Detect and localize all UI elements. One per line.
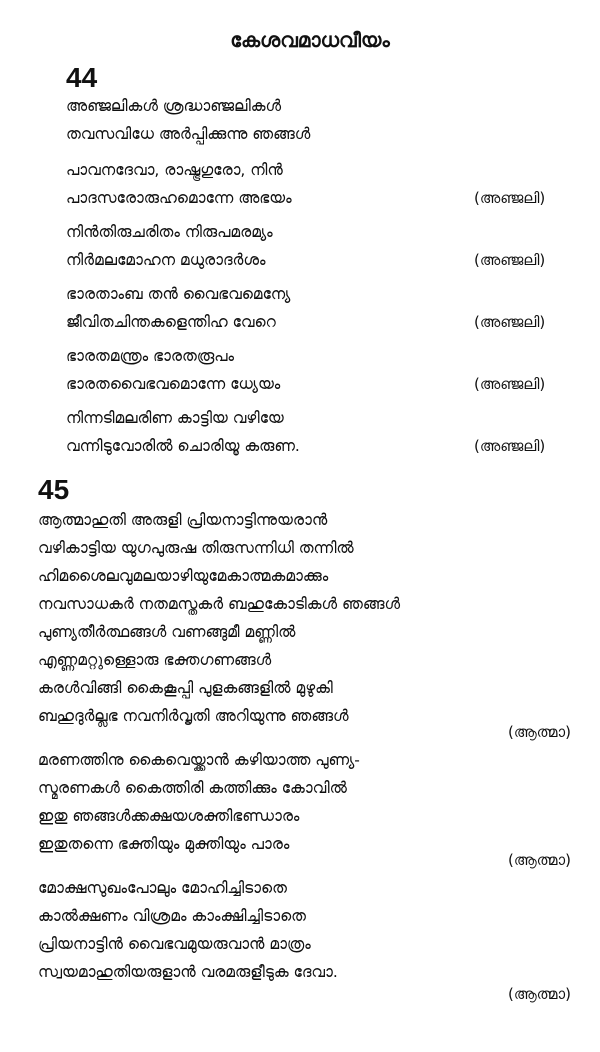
verse-line: അഞ്ജലികൾ ശ്രദ്ധാഞ്ജലികൾ [66, 97, 282, 115]
verse-line: വഴികാട്ടിയ യുഗപുരുഷ തിരുസന്നിധി തന്നിൽ [38, 539, 354, 557]
verse-line: നിൻതിരുചരിതം നിരുപമരമ്യം [66, 223, 273, 241]
verse-line: നിന്നടിമലരിണ കാട്ടിയ വഴിയേ [66, 409, 284, 427]
verse-line: ഇതുതന്നെ ഭക്തിയും മുക്തിയും പാരം [38, 835, 290, 853]
verse-line: ആത്മാഹുതി അരുളി പ്രിയനാട്ടിന്നുയരാൻ [38, 511, 328, 529]
verse-line: പാദസരോരുഹമൊന്നേ അഭയം [66, 189, 292, 207]
refrain-marker: (അഞ്ജലി) [474, 251, 546, 269]
refrain-marker: (അഞ്ജലി) [474, 375, 546, 393]
stanza [66, 280, 290, 336]
verse-line: ഭാരതമന്ത്രം ഭാരതരൂപം [66, 347, 235, 365]
verse-line: പ്രിയനാട്ടിൻ വൈഭവമുയരുവാൻ മാത്രം [38, 935, 311, 953]
song-number: 44 [66, 62, 98, 93]
refrain-marker: (അഞ്ജലി) [474, 189, 546, 207]
verse-line: നിർമലമോഹന മധുരാദർശം [66, 251, 266, 269]
verse-line: എണ്ണമറ്റുള്ളൊരു ഭക്തഗണങ്ങൾ [38, 651, 272, 669]
verse-line: സ്മരണകൾ കൈത്തിരി കത്തിക്കും കോവിൽ [38, 779, 347, 797]
verse-line: ഭാരതാംബ തൻ വൈഭവമെന്യേ [66, 285, 291, 303]
verse-line: കരൾവിങ്ങി കൈകൂപ്പി പുളകങ്ങളിൽ മുഴുകി [38, 679, 333, 697]
stanza [66, 342, 280, 398]
verse-line: വന്നിടുവോരിൽ ചൊരിയൂ കരുണ. [66, 437, 300, 455]
verse-line: ഭാരതവൈഭവമൊന്നേ ധ്യേയം [66, 375, 281, 393]
refrain-marker: (ആത്മാ) [508, 723, 571, 741]
page-title: കേശവമാധവീയം [230, 28, 390, 52]
stanza [38, 618, 349, 730]
stanza [66, 156, 292, 212]
verse-line: മരണത്തിനു കൈവെയ്ക്കാൻ കഴിയാത്ത പുണ്യ- [38, 751, 360, 769]
stanza [66, 218, 273, 274]
verse-line: ബഹുദുർല്ലഭ നവനിർവൃതി അറിയുന്നു ഞങ്ങൾ [38, 707, 349, 725]
stanza [66, 92, 310, 148]
verse-line: ഇതു ഞങ്ങൾക്കക്ഷയശക്തിഭണ്ഡാരം [38, 807, 300, 825]
verse-line: പാവനദേവാ, രാഷ്ട്രഗുരോ, നിൻ [66, 161, 283, 179]
song-number: 45 [38, 474, 70, 505]
verse-line: സ്വയമാഹുതിയരുളാൻ വരമരുളീടുക ദേവാ. [38, 963, 338, 981]
stanza [38, 874, 338, 986]
verse-line: പുണ്യതീർത്ഥങ്ങൾ വണങ്ങുമീ മണ്ണിൽ [38, 623, 296, 641]
refrain-marker: (ആത്മാ) [508, 985, 571, 1003]
stanza [66, 404, 300, 460]
refrain-marker: (അഞ്ജലി) [474, 313, 546, 331]
refrain-marker: (ആത്മാ) [508, 851, 571, 869]
verse-line: മോക്ഷസുഖംപോലും മോഹിച്ചിടാതെ [38, 879, 287, 897]
refrain-marker: (അഞ്ജലി) [474, 437, 546, 455]
verse-line: ഹിമശൈലവുമലയാഴിയുമേകാത്മകമാക്കും [38, 567, 329, 585]
verse-line: കാൽക്ഷണം വിശ്രമം കാംക്ഷിച്ചിടാതെ [38, 907, 306, 925]
verse-line: നവസാധകർ നതമസ്തകർ ബഹുകോടികൾ ഞങ്ങൾ [38, 595, 401, 613]
stanza [38, 506, 400, 618]
stanza [38, 746, 360, 858]
verse-line: തവസവിധേ അർപ്പിക്കുന്നു ഞങ്ങൾ [66, 125, 311, 143]
verse-line: ജീവിതചിന്തകളെന്തിഹ വേറെ [66, 313, 276, 331]
